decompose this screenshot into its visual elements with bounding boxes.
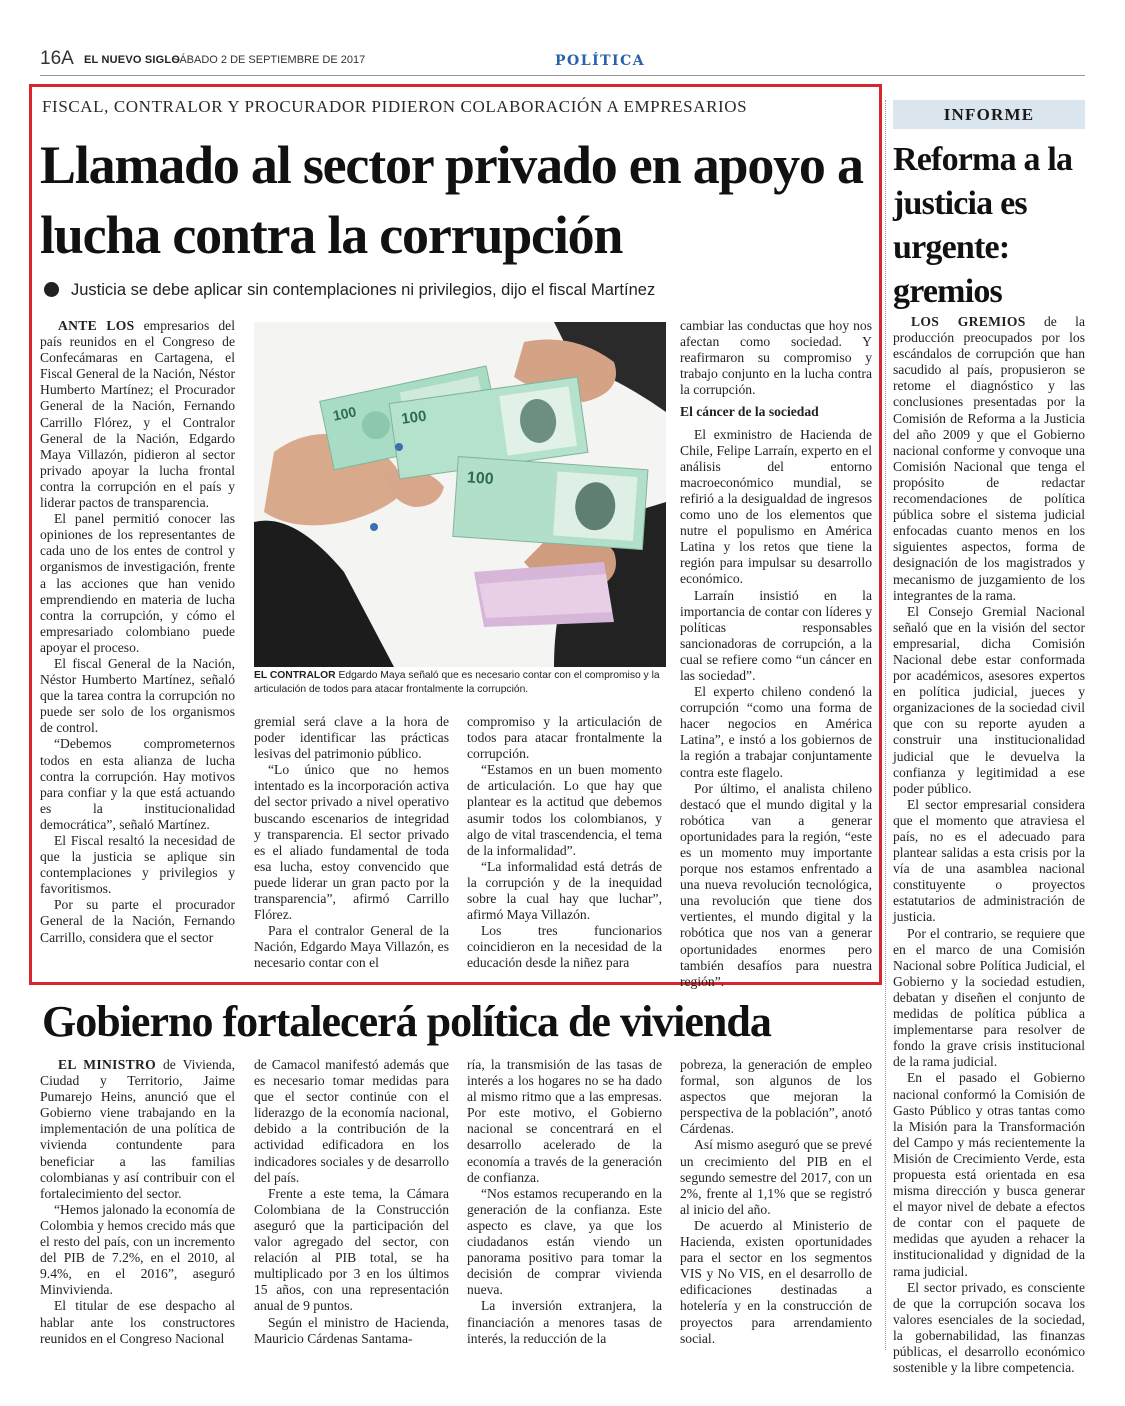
article-paragraph: En el pasado el Gobierno nacional conformó la Comisión de Gasto Público y otras tantas como la Misión para la Transformación del Campo y más recientemente la Misión de Crecimiento Verde, esta propuesta está orientada en esa misma dirección y busca generar el mayor nivel de debate a efectos de contar con el paquete de medidas que ayuden a rehacer la institucionalidad y dignidad de la rama judicial. bbox=[893, 1070, 1085, 1279]
article-paragraph: “Hemos jalonado la economía de Colombia y hemos crecido más que el resto del país, con un incremento del PIB de 7.2%, en el 2010, al 9.4%, en el 2016”, aseguró Minvivienda. bbox=[40, 1201, 235, 1298]
photo-caption: EL CONTRALOR Edgardo Maya señaló que es necesario contar con el compromiso y la articulación de todos para atacar frontalmente la corrupción. bbox=[254, 670, 660, 695]
second-story-headline: Gobierno fortalecerá política de vivienda bbox=[42, 997, 771, 1046]
lead-in: EL MINISTRO bbox=[58, 1057, 156, 1072]
second-story-column-2 bbox=[254, 1057, 449, 1357]
second-story-column-3 bbox=[467, 1057, 662, 1357]
article-paragraph: El Fiscal resaltó la necesidad de que la justicia se aplique sin contemplaciones y privilegios y favoritismos. bbox=[40, 833, 235, 897]
article-paragraph: El experto chileno condenó la corrupción “como una forma de hacer negocios en América Latina”, e instó a los gobiernos de la región a trabajar conjuntamente contra este flagelo. bbox=[680, 684, 872, 780]
caption-lead: EL CONTRALOR bbox=[254, 670, 336, 681]
second-story-column-1 bbox=[40, 1057, 235, 1357]
article-paragraph: gremial será clave a la hora de poder identificar las prácticas lesivas del patrimonio público. bbox=[254, 714, 449, 762]
article-paragraph: La inversión extranjera, la financiación a menores tasas de interés, la reducción de la bbox=[467, 1298, 662, 1346]
lead-in: LOS GREMIOS bbox=[911, 314, 1026, 329]
main-story-deck bbox=[44, 281, 864, 300]
issue-date: SÁBADO 2 DE SEPTIEMBRE DE 2017 bbox=[172, 54, 366, 66]
article-paragraph: Por el contrario, se requiere que en el marco de una Comisión Nacional sobre Política Judicial, el Gobierno y la sociedad estudien, debatan y diseñen el conjunto de medidas de política pública a implementarse para resolver de fondo la grave crisis institucional de la rama judicial. bbox=[893, 925, 1085, 1070]
article-paragraph: compromiso y la articulación de todos para atacar frontalmente la corrupción. bbox=[467, 714, 662, 762]
main-story-kicker: FISCAL, CONTRALOR Y PROCURADOR PIDIERON COLABORACIÓN A EMPRESARIOS bbox=[42, 97, 748, 116]
article-paragraph: de Camacol manifestó además que es necesario tomar medidas para que el sector continúe con el liderazgo de la economía nacional, debido a la contribución de la actividad edificadora en los indicadores sociales y de desarrollo del país. bbox=[254, 1057, 449, 1185]
second-story-column-4 bbox=[680, 1057, 872, 1357]
article-paragraph: cambiar las conductas que hoy nos afectan como sociedad. Y reafirmaron su compromiso y trabajo conjunto en la lucha contra la corrupción. bbox=[680, 318, 872, 398]
bullet-icon bbox=[44, 282, 59, 297]
article-paragraph: De acuerdo al Ministerio de Hacienda, existen oportunidades para el sector en los segmentos VIS y No VIS, en el desarrollo de edificaciones destinadas a hotelería y en la construcción de proyectos para arrendamiento social. bbox=[680, 1217, 872, 1346]
sidebar-tag: INFORME bbox=[893, 100, 1085, 129]
banknotes-photo bbox=[254, 322, 666, 667]
sidebar-divider bbox=[885, 100, 886, 1350]
banknote-value: 100 bbox=[466, 469, 495, 489]
main-story-column-2 bbox=[254, 714, 449, 972]
article-paragraph: El sector privado, es consciente de que la corrupción socava los valores esenciales de la sociedad, la gobernabilidad, las finanzas públicas, el desarrollo económico sostenible y la libre competencia. bbox=[893, 1279, 1085, 1376]
article-paragraph: Según el ministro de Hacienda, Mauricio Cárdenas Santama- bbox=[254, 1314, 449, 1346]
article-paragraph: EL MINISTRO de Vivienda, Ciudad y Territorio, Jaime Pumarejo Heins, anunció que el Gobierno viene trabajando en la implementación de una política de vivienda contundente para beneficiar a las familias colombianas y así contribuir con el fortalecimiento del sector. bbox=[40, 1057, 235, 1201]
article-paragraph: ANTE LOS empresarios del país reunidos en el Congreso de Confecámaras en Cartagena, el Fiscal General de la Nación, Néstor Humberto Martínez; el Procurador General de la Nación, Fernando Carrillo Flórez, y el Contralor General de la Nación, Edgardo Maya Villazón, pidieron al sector privado apoyar la lucha frontal contra la corrupción en el país y liderar pactos de transparencia. bbox=[40, 318, 235, 511]
main-story-headline: Llamado al sector privado en apoyo a lucha contra la corrupción bbox=[40, 135, 863, 265]
page-number: 16A bbox=[40, 48, 74, 69]
article-paragraph: “La informalidad está detrás de la corrupción y de la inequidad sobre la cual hay que luchar”, afirmó Maya Villazón. bbox=[467, 858, 662, 923]
article-paragraph: Larraín insistió en la importancia de contar con líderes y políticas responsables sancionadoras de corrupción, a la cual se refiere como “un cáncer en las sociedad”. bbox=[680, 587, 872, 683]
lead-in: ANTE LOS bbox=[58, 318, 135, 333]
main-story-column-4 bbox=[680, 318, 872, 989]
article-paragraph: Por último, el analista chileno destacó que el mundo digital y la robótica van a generar oportunidades para la región, “este es un momento muy importante porque nos estamos enfrentado a una nueva revolución tecnológica, una revolución que tiene dos vertientes, el mundo digital y la robótica que nos van a generar oportunidades enormes pero también desafíos para nuestra región”. bbox=[680, 780, 872, 989]
section-name: POLÍTICA bbox=[555, 53, 646, 69]
banknote-value: 100 bbox=[331, 403, 358, 424]
deck-text: Justicia se debe aplicar sin contemplaciones ni privilegios, dijo el fiscal Martínez bbox=[71, 281, 656, 299]
article-paragraph: Frente a este tema, la Cámara Colombiana de la Construcción aseguró que la participación del valor agregado del sector, con relación al PIB total, se ha multiplicado por 3 en los últimos 15 años, con una representación anual de 9 puntos. bbox=[254, 1185, 449, 1314]
article-paragraph: “Debemos comprometernos todos en esta alianza de lucha contra la corrupción. Hay motivos para confiar y la que está actuando es la institucionalidad democrática”, señaló Martínez. bbox=[40, 736, 235, 832]
article-paragraph: El Consejo Gremial Nacional señaló que en la visión del sector empresarial, dicha Comisión Nacional debe estar conformada por académicos, asesores expertos en política judicial, jueces y organizaciones de la sociedad civil que con su reporte ayuden a construir una institucionalidad judicial que le devuelva la confianza y legitimidad a ese poder público. bbox=[893, 603, 1085, 796]
sidebar-article bbox=[893, 314, 1085, 1376]
article-paragraph: El panel permitió conocer las opiniones de los representantes de cada uno de los entes de control y organismos de investigación, frente a las acciones que han venido emprendiendo en materia de lucha contra la corrupción, y cómo el empresariado colombiano puede apoyar el proceso. bbox=[40, 511, 235, 655]
article-paragraph: Los tres funcionarios coincidieron en la necesidad de la educación desde la niñez para bbox=[467, 923, 662, 971]
sidebar-headline: Reforma a la justicia es urgente: gremios bbox=[893, 141, 1073, 310]
banknote-value: 100 bbox=[400, 407, 428, 428]
banknotes-illustration bbox=[254, 322, 666, 667]
main-story-column-1 bbox=[40, 318, 235, 970]
article-paragraph: El exministro de Hacienda de Chile, Felipe Larraín, experto en el análisis del entorno macroeconómico mundial, se refirió a la desigualdad de ingresos como uno de los elementos que nutre el populismo en América Latina y los retos que tiene la región para impulsar su desarrollo económico. bbox=[680, 426, 872, 587]
main-story-column-3 bbox=[467, 714, 662, 972]
article-paragraph: “Nos estamos recuperando en la generación de la confianza. Este aspecto es clave, ya que los ciudadanos están viendo un panorama positivo para tomar la decisión de comprar vivienda nueva. bbox=[467, 1185, 662, 1298]
page-header bbox=[40, 48, 1085, 76]
article-paragraph: El titular de ese despacho al hablar ante los constructores reunidos en el Congreso Nacional bbox=[40, 1298, 235, 1346]
article-paragraph: LOS GREMIOS de la producción preocupados por los escándalos de corrupción que han sacudido al país, propusieron se retome el diagnóstico y las conclusiones presentadas por la Comisión de Reforma a la Justicia del año 2009 y que el Gobierno nacional conforme y convoque una Comisión Nacional que tenga el propósito de redactar recomendaciones de política pública sobre el sistema judicial enfocadas cuanto menos en los siguientes aspectos, forma de designación de los magistrados y mecanismo de juzgamiento de los integrantes de la rama. bbox=[893, 314, 1085, 603]
article-paragraph: pobreza, la generación de empleo formal, son algunos de los aspectos que mejoran la perspectiva de la población”, anotó Cárdenas. bbox=[680, 1057, 872, 1137]
article-paragraph: Así mismo aseguró que se prevé un crecimiento del PIB en el segundo semestre del 2017, con un 2%, frente al 1,1% que se registró al inicio del año. bbox=[680, 1137, 872, 1217]
article-paragraph: “Estamos en un buen momento de articulación. Lo que hay que plantear es la actitud que debemos asumir todos los colombianos, y algo de vital trascendencia, el tema de la informalidad”. bbox=[467, 762, 662, 858]
article-paragraph: “Lo único que no hemos intentado es la incorporación activa del sector privado a nivel operativo buscando escenarios de integridad y transparencia. El sector privado es el aliado fundamental de toda esa lucha, estoy convencido que puede liderar un gran pacto por la transparencia”, afirmó Carrillo Flórez. bbox=[254, 762, 449, 923]
article-paragraph: El fiscal General de la Nación, Néstor Humberto Martínez, señaló que la tarea contra la corrupción no puede ser solo de los organismos de control. bbox=[40, 655, 235, 736]
article-subhead: El cáncer de la sociedad bbox=[680, 404, 819, 420]
article-paragraph: Para el contralor General de la Nación, Edgardo Maya Villazón, es necesario contar con el bbox=[254, 923, 449, 971]
article-paragraph: El sector empresarial considera que el momento que atraviesa el país, no es el adecuado para plantear salidas a esta crisis por la vía de una asamblea nacional constituyente o proyectos estatutarios de administración de justicia. bbox=[893, 796, 1085, 925]
newspaper-name: EL NUEVO SIGLO bbox=[84, 54, 181, 66]
article-paragraph: Por su parte el procurador General de la Nación, Fernando Carrillo, considera que el sector bbox=[40, 897, 235, 945]
article-paragraph: ría, la transmisión de las tasas de interés a los hogares no se ha dado al mismo ritmo que a las empresas. Por este motivo, el Gobierno nacional se concentrará en el desarrollo acelerado de la economía a través de la generación de confianza. bbox=[467, 1057, 662, 1185]
